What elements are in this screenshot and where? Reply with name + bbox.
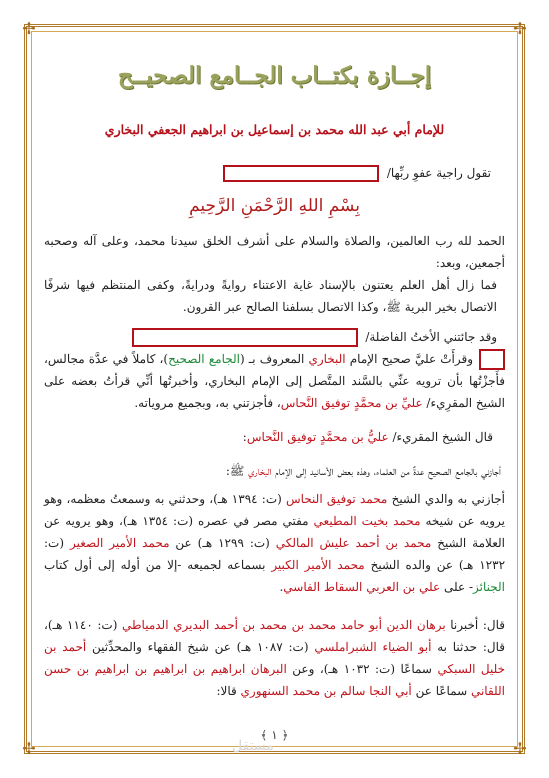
book-title: الجامع الصحيح xyxy=(168,352,240,366)
paragraph-teacher-said xyxy=(44,426,493,448)
name-bukhari: البخاري xyxy=(308,352,346,366)
narrator-name: محمد الأمير الصغير xyxy=(69,536,170,550)
text-segment: قال: أخبرنا xyxy=(445,618,505,632)
text-segment: وقرأَتْ عليَّ صحيح الإمام xyxy=(345,352,474,366)
name-bukhari: البخاري xyxy=(248,464,272,478)
corner-ornament-icon: ✢ xyxy=(513,739,527,758)
paragraph-ijazah-chain xyxy=(44,460,501,482)
corner-ornament-icon: ✢ xyxy=(22,739,36,758)
paragraph-student-line xyxy=(44,326,497,348)
text-segment: )، كاملاً في عدَّة مجالس، فأَجزْتُها بأن ترويه عنِّي بالسَّند المتَّصل إلى الإمام البخاري، وأخبرتُها أنِّي قرأتُ بعضه على الشيخ المقرِيء/ xyxy=(44,352,505,410)
paragraph-chain-1 xyxy=(44,488,505,598)
narrator-name: محمد بخيت المطيعي xyxy=(313,514,421,528)
document-page xyxy=(44,44,506,742)
book-chapter: الجنائز xyxy=(473,580,505,594)
narrator-name: علي بن العربي السقاط الفاسي xyxy=(283,580,441,594)
text-segment: المعروف بـ ( xyxy=(239,352,309,366)
intro-text: تقول راجية عفوِ ربِّها/ xyxy=(386,166,491,180)
narrator-name: محمد بن أحمد عليش المالكي xyxy=(275,536,432,550)
page-number: ﴿ ١ ﴾ xyxy=(260,728,289,742)
text-segment: : xyxy=(242,430,247,444)
text-segment: أجازني به والدي الشيخ xyxy=(387,492,506,506)
document-subtitle: للإمام أبي عبد الله محمد بن إسماعيل بن ابراهيم الجعفي البخاري xyxy=(104,122,445,137)
text-segment: ﷺ: xyxy=(225,464,249,478)
text-segment: (ت: ١٠٨٧ هـ) عن شيخ الفقهاء والمحدِّثين xyxy=(86,640,315,654)
narrator-name: محمد الأمير الكبير xyxy=(271,558,365,572)
watermark-logo: مستقل xyxy=(232,738,274,754)
paragraph-reading xyxy=(44,348,505,414)
student-intro-text: وقد جائتني الأختُ الفاضلة/ xyxy=(365,330,497,344)
text-segment: (ت: ١٢٩٩ هـ) عن xyxy=(169,536,276,550)
narrator-name: أحمد بن خليل السبكي xyxy=(44,640,506,676)
document-title: إجــازة بكتــاب الجــامع الصحيــح xyxy=(117,62,432,89)
text-segment: (ت: ١٢٣٢ هـ) عن والده الشيخ xyxy=(44,536,506,572)
narrator-name: محمد توفيق النحاس xyxy=(286,492,388,506)
text-segment: (ت: ١١٤٠ هـ)، قال: حدثنا به xyxy=(44,618,506,654)
text-segment: سماعًا (ت: ١٠٣٢ هـ)، وعن xyxy=(286,662,438,676)
narrator-name: أبو الضياء الشبراملسي xyxy=(314,640,432,654)
text-segment: سماعًا عن xyxy=(411,684,471,698)
text-segment: ، فأجزتني به، وبجميع مروياته. xyxy=(134,396,281,410)
text-segment: قال الشيخ المقريء/ xyxy=(388,430,493,444)
paragraph-chain-2 xyxy=(44,614,505,702)
text-segment: (ت: ١٣٩٤ هـ)، وحدثني به وسمعتُ معظمه، وهو يرويه عن شيخه xyxy=(44,492,506,528)
narrator-name: أبي النجا سالم بن محمد السنهوري xyxy=(240,684,412,698)
text-segment: أجازني بالجامع الصحيح عدةٌ من العلماء، وهذه بعض الأسانيد إلى الإمام xyxy=(271,464,501,478)
text-segment: قالا: xyxy=(216,684,241,698)
text-segment: . xyxy=(279,580,284,594)
narrator-name: برهان الدين أبو حامد محمد بن محمد بن أحمد البديري الدمياطي xyxy=(121,618,446,632)
narrator-name: البرهان ابراهيم بن ابراهيم بن ابراهيم بن حسن اللقاني xyxy=(44,662,505,698)
corner-ornament-icon: ✢ xyxy=(22,19,36,38)
text-segment: بسماعه لجميعه -إلا من أوله إلى أول كتاب xyxy=(44,558,272,572)
name-teacher: عليُّ بن محمَّدٍ توفيق النَّحاس xyxy=(246,430,389,444)
paragraph-praise: الحمد لله رب العالمين، والصلاة والسلام على أشرف الخلق سيدنا محمد، وعلى آله وصحبه أجمعين، وبعد: xyxy=(44,234,505,270)
text-segment: - على xyxy=(440,580,474,594)
corner-ornament-icon: ✢ xyxy=(513,19,527,38)
small-blank-field xyxy=(479,349,505,370)
student-name-blank-field xyxy=(132,328,358,347)
name-blank-field xyxy=(223,165,379,182)
intro-line xyxy=(51,162,491,184)
name-teacher: عليِّ بن محمَّدٍ توفيق النَّحاس xyxy=(280,396,423,410)
basmala: بِسْمِ اللهِ الرَّحْمَنِ الرَّحِيمِ xyxy=(189,196,360,216)
paragraph-isnad-intro: فما زال أهل العلم يعتنون بالإسناد غاية الاعتناء روايةً ودرايةً، وكفى المنتظم فيها شرفًا الاتصال بخير البرية ﷺ، وكذا الاتصال بسلفنا الصالح عبر القرون. xyxy=(44,278,497,314)
text-segment: مفتي مصر في عصره (ت: ١٣٥٤ هـ)، وهو يرويه عن العلامة الشيخ xyxy=(44,514,505,550)
